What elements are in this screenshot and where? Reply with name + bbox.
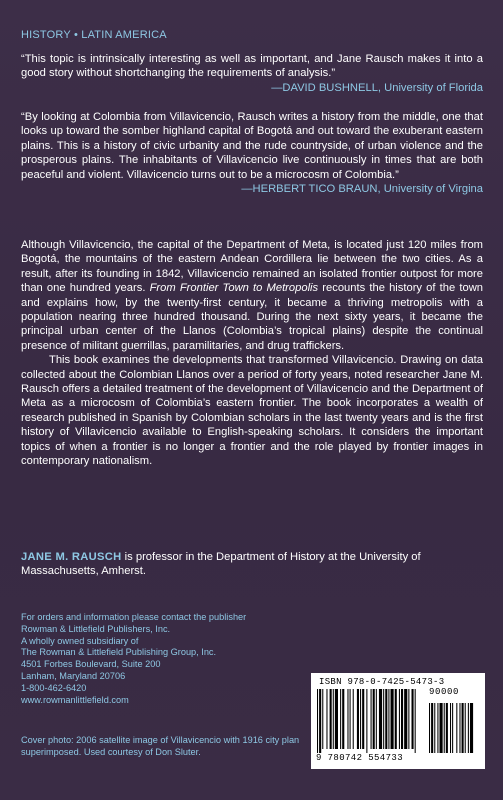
barcode-bar bbox=[395, 689, 397, 749]
publisher-website[interactable]: www.rowmanlittlefield.com bbox=[21, 694, 129, 705]
barcode-bar bbox=[357, 689, 359, 749]
barcode-addon-bar bbox=[429, 703, 430, 753]
category-label: HISTORY • LATIN AMERICA bbox=[21, 29, 167, 41]
barcode-addon-bar bbox=[450, 703, 451, 753]
barcode-addon-bar bbox=[444, 703, 445, 753]
isbn-label: ISBN 978-0-7425-5473-3 bbox=[319, 677, 445, 687]
barcode-addon-bar bbox=[452, 703, 453, 753]
barcode-bar bbox=[371, 689, 372, 749]
barcode-addon-bar bbox=[459, 703, 460, 753]
quote-author: —HERBERT TICO BRAUN, bbox=[241, 183, 381, 196]
barcode-bar bbox=[415, 689, 416, 753]
barcode-bar bbox=[335, 689, 338, 749]
barcode-bar bbox=[391, 689, 394, 749]
barcode-bar bbox=[350, 689, 351, 749]
author-name: JANE M. RAUSCH bbox=[21, 551, 122, 563]
barcode-bar bbox=[383, 689, 384, 749]
barcode-addon-bar bbox=[434, 703, 435, 753]
barcode-bar bbox=[342, 689, 344, 749]
description-paragraph-1: Although Villavicencio, the capital of the Department of Meta, is located just 120 miles from Bogotá, the mountains of the eastern Andean Cordillera lie between the two cities. As a result, after its founding in 1842, Villavicencio remained an isolated frontier outpost for more than one hundred years. From Frontier Town to Metropolis recounts the history of the town and explains how, by the twenty-first century, it became a thriving metropolis with a population nearing three hundred thousand. During the next sixty years, it became the principal urban center of the Llanos (Colombia’s tropical plains) despite the continual presence of militant guerrillas, paramilitaries, and drug traffickers. bbox=[21, 239, 484, 352]
publisher-line: For orders and information please contact the publisher bbox=[21, 612, 247, 622]
barcode-bar bbox=[333, 689, 334, 749]
barcode-bar bbox=[399, 689, 400, 749]
barcode-bar bbox=[412, 689, 414, 749]
quote-affiliation: University of Virgina bbox=[383, 183, 483, 196]
barcode-bar bbox=[330, 689, 332, 749]
barcode-addon-bar bbox=[468, 703, 469, 753]
barcode-bar bbox=[408, 689, 409, 749]
barcode-bar bbox=[340, 689, 341, 749]
barcode-addon-digits: 90000 bbox=[429, 687, 460, 697]
barcode-bar bbox=[404, 689, 407, 749]
publisher-line: Rowman & Littlefield Publishers, Inc. bbox=[21, 623, 171, 634]
barcode-addon-bar bbox=[462, 703, 464, 753]
quote-affiliation: University of Florida bbox=[384, 81, 483, 94]
cover-photo-credit: Cover photo: 2006 satellite image of Villavicencio with 1916 city plan superimposed. Used courtesy of Don Sluter. bbox=[21, 735, 300, 757]
barcode-bar bbox=[401, 689, 403, 749]
quote-author: —DAVID BUSHNELL, bbox=[271, 81, 382, 94]
blurb-quote-1 bbox=[21, 52, 483, 95]
barcode-bar bbox=[373, 689, 375, 749]
barcode-bar bbox=[385, 689, 387, 749]
barcode-bar bbox=[353, 689, 354, 749]
barcode-bar bbox=[362, 689, 364, 749]
quote-text: “By looking at Colombia from Villavicencio, Rausch writes a history from the middle, one that looks up toward the somber highland capital of Bogotá and out toward the exuberant eastern plains. This is a history of civic urbanity and the rude countryside, of urban violence and the prosperous plains. The inhabitants of Villavicencio live continuously in times that are both peaceful and violent. Villavicencio turns out to be a microcosm of Colombia.” bbox=[21, 111, 483, 181]
book-description bbox=[21, 238, 483, 469]
publisher-line: The Rowman & Littlefield Publishing Group, Inc. bbox=[21, 647, 217, 658]
barcode-bar bbox=[366, 689, 367, 753]
author-bio bbox=[21, 550, 483, 579]
publisher-line: Lanham, Maryland 20706 bbox=[21, 670, 126, 681]
barcode-main-digits: 9 780742 554733 bbox=[316, 753, 404, 763]
publisher-info bbox=[21, 612, 321, 706]
blurb-quote-2 bbox=[21, 110, 483, 196]
barcode-bar bbox=[319, 689, 321, 753]
publisher-line: A wholly owned subsidiary of bbox=[21, 635, 139, 646]
author-bio-text: is professor in the Department of History at the University of Massachusetts, Amherst. bbox=[21, 551, 421, 578]
publisher-line: 4501 Forbes Boulevard, Suite 200 bbox=[21, 659, 161, 670]
description-paragraph-2: This book examines the developments that transformed Villavicencio. Drawing on data collected about the Colombian Llanos over a period of forty years, noted researcher Jane M. Rausch offers a detailed treatment of the development of Villavicencio and the Department of Meta as a microcosm of Colombia’s eastern frontier. The book incorporates a wealth of research published in Spanish by Colombian scholars in the last twenty years and is the first history of Villavicencio available to English-speaking scholars. It considers the important topics of when a frontier is no longer a frontier and the role played by frontier images in contemporary nationalism. bbox=[21, 354, 483, 468]
barcode-bars bbox=[317, 689, 481, 755]
barcode-addon-bar bbox=[465, 703, 466, 753]
barcode-addon-bar bbox=[470, 703, 473, 753]
quote-text: “This topic is intrinsically interesting as well as important, and Jane Rausch makes it into a good story without shortchanging the requirements of analysis.” bbox=[21, 53, 483, 80]
quote-attribution bbox=[21, 81, 483, 95]
barcode-bar bbox=[388, 689, 389, 749]
barcode-addon-bar bbox=[440, 703, 443, 753]
quote-attribution bbox=[21, 182, 483, 196]
barcode-addon-bar bbox=[437, 703, 438, 753]
isbn-barcode bbox=[311, 673, 485, 769]
barcode-bar bbox=[322, 689, 323, 749]
barcode-bar bbox=[326, 689, 327, 749]
book-title: From Frontier Town to Metropolis bbox=[149, 282, 319, 295]
barcode-addon-bar bbox=[446, 703, 448, 753]
barcode-bar bbox=[376, 689, 377, 749]
barcode-bar bbox=[379, 689, 382, 749]
barcode-addon-bar bbox=[456, 703, 457, 753]
barcode-bar bbox=[347, 689, 348, 749]
barcode-bar bbox=[317, 689, 318, 753]
barcode-bar bbox=[360, 689, 361, 749]
publisher-phone: 1-800-462-6420 bbox=[21, 682, 87, 693]
barcode-addon-bar bbox=[431, 703, 433, 753]
